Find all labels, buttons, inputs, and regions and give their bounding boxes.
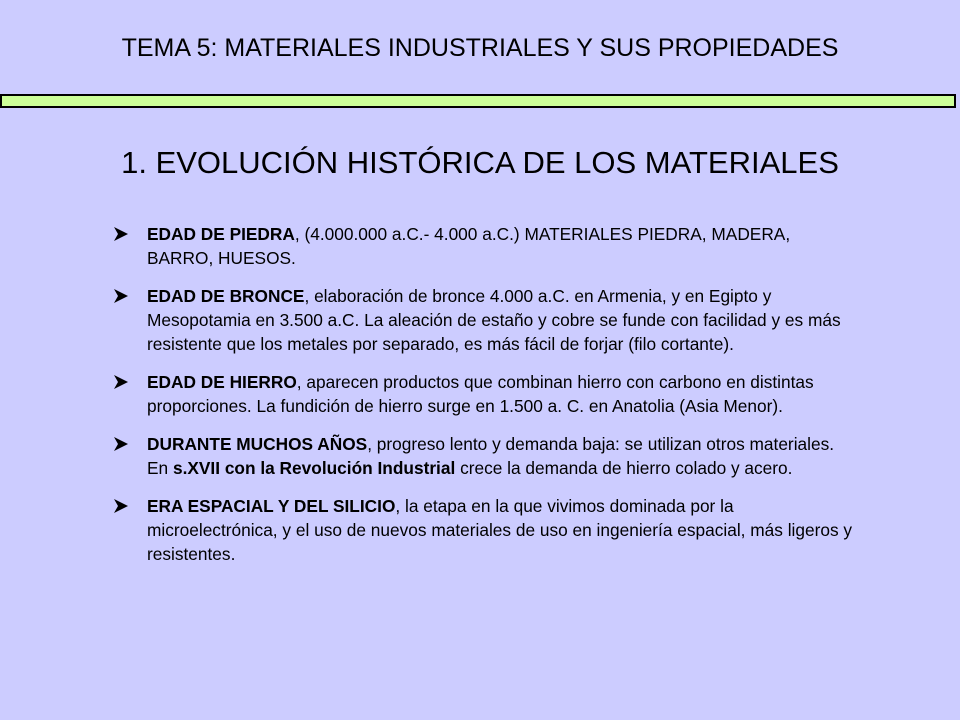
header-divider-bar <box>0 94 956 108</box>
bullet-term-secondary: s.XVII con la Revolución Industrial <box>172 458 456 478</box>
slide-header-title: TEMA 5: MATERIALES INDUSTRIALES Y SUS PROPIEDADES <box>121 34 839 62</box>
bullet-item-era-espacial <box>113 494 855 566</box>
arrowhead-bullet-icon <box>113 436 129 452</box>
arrowhead-bullet-icon <box>113 374 129 390</box>
bullet-text: , progreso lento y demanda baja: se utilizan otros materiales. En <box>147 434 835 478</box>
bullet-text: , elaboración de bronce 4.000 a.C. en Armenia, y en Egipto y Mesopotamia en 3.500 a.C. La aleación de estaño y cobre se funde con facilidad y es más resistente que los metales por separado, es más fácil de forjar (filo cortante). <box>147 286 841 354</box>
bullet-term: DURANTE MUCHOS AÑOS <box>147 434 368 454</box>
bullet-item-durante-muchos-anos <box>113 432 855 480</box>
arrowhead-bullet-icon <box>113 226 129 242</box>
bullet-item-edad-bronce <box>113 284 855 356</box>
bullet-text: , aparecen productos que combinan hierro con carbono en distintas proporciones. La fundición de hierro surge en 1.500 a. C. en Anatolia (Asia Menor). <box>147 372 814 416</box>
bullet-term: EDAD DE BRONCE <box>147 286 305 306</box>
bullet-item-edad-piedra <box>113 222 855 270</box>
bullet-item-edad-hierro <box>113 370 855 418</box>
bullet-text: , la etapa en la que vivimos dominada por la microelectrónica, y el uso de nuevos materiales de uso en ingeniería espacial, más ligeros y resistentes. <box>147 496 853 564</box>
bullet-term: ERA ESPACIAL Y DEL SILICIO <box>147 496 396 516</box>
arrowhead-bullet-icon <box>113 498 129 514</box>
bullet-term: EDAD DE HIERRO <box>147 372 297 392</box>
bullet-term: EDAD DE PIEDRA <box>147 224 295 244</box>
bullet-text-secondary: crece la demanda de hierro colado y acero. <box>455 458 793 478</box>
bullet-text: , (4.000.000 a.C.- 4.000 a.C.) MATERIALES PIEDRA, MADERA, BARRO, HUESOS. <box>147 224 791 268</box>
arrowhead-bullet-icon <box>113 288 129 304</box>
bullet-list <box>113 222 855 580</box>
section-heading: 1. EVOLUCIÓN HISTÓRICA DE LOS MATERIALES <box>121 145 839 180</box>
